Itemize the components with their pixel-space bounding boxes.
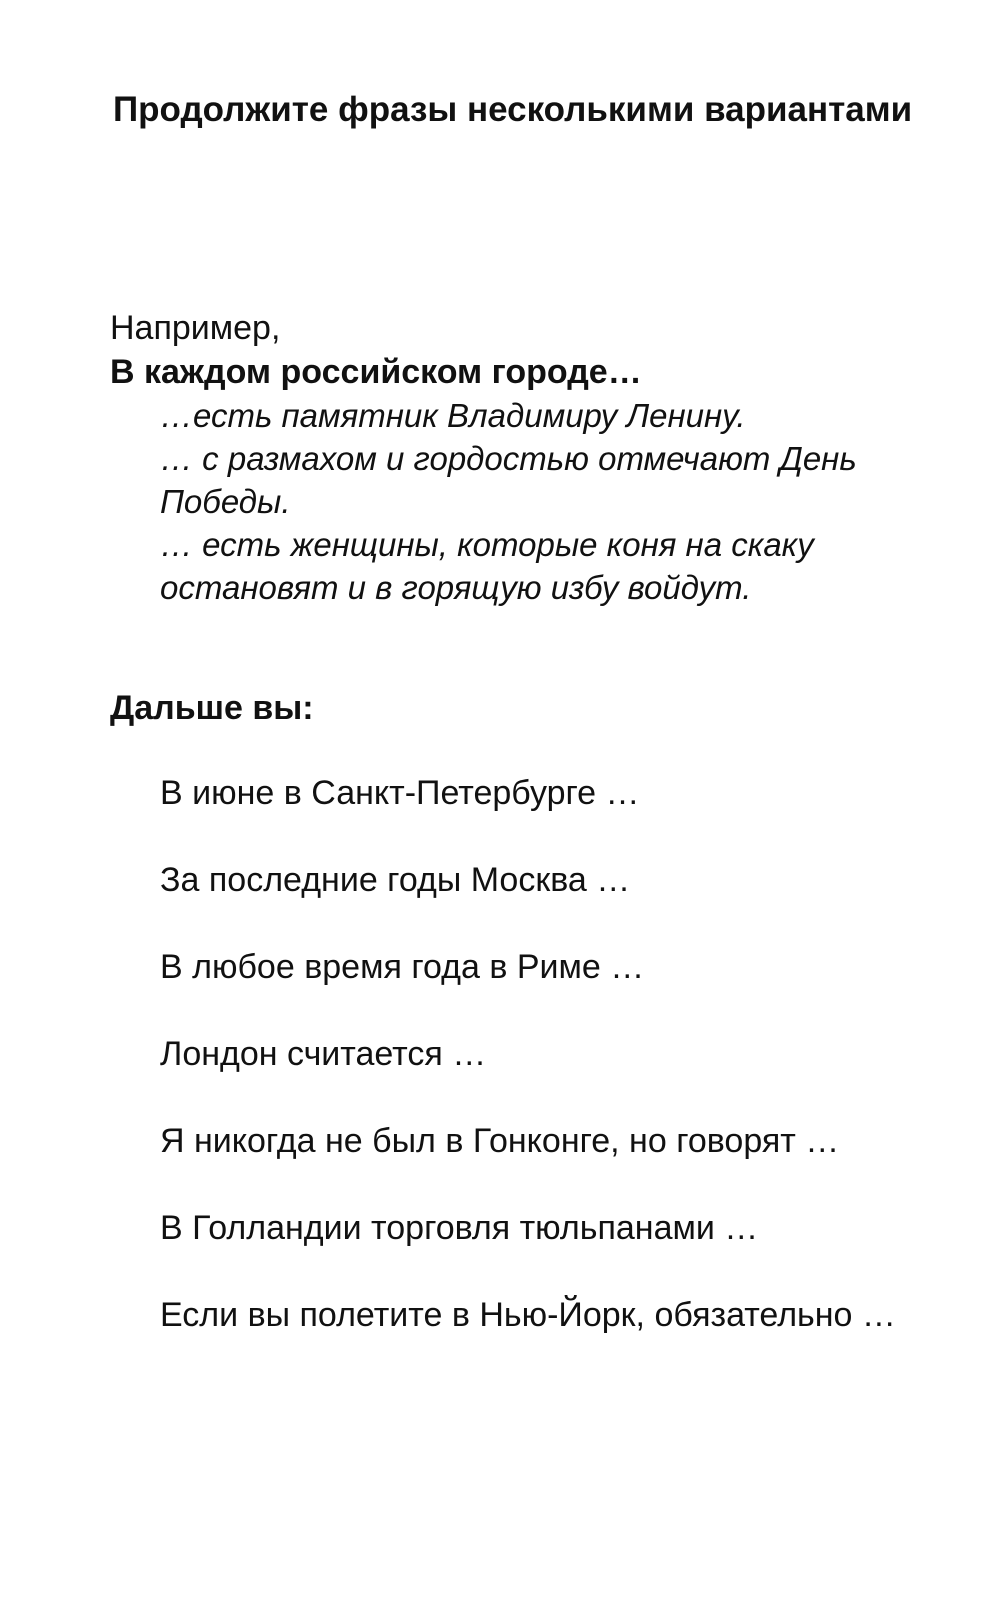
phrase-item: В июне в Санкт-Петербурге …	[160, 774, 640, 812]
example-continuation: … с размахом и гордостью отмечают День Победы.	[160, 440, 857, 520]
phrase-item: За последние годы Москва …	[160, 861, 631, 899]
page-title: Продолжите фразы несколькими вариантами	[113, 90, 913, 129]
example-continuation: …есть памятник Владимиру Ленину.	[160, 397, 746, 434]
phrase-list	[160, 771, 980, 1380]
example-continuation: … есть женщины, которые коня на скаку остановят и в горящую избу войдут.	[160, 526, 814, 606]
example-block	[110, 306, 970, 609]
phrase-item: В любое время года в Риме …	[160, 948, 645, 986]
phrase-item: В Голландии торговля тюльпанами …	[160, 1209, 759, 1247]
example-lead-phrase: В каждом российском городе…	[110, 353, 642, 391]
example-intro: Например,	[110, 309, 281, 347]
example-continuations	[110, 394, 970, 609]
phrase-item: Если вы полетите в Нью-Йорк, обязательно …	[160, 1296, 896, 1334]
phrase-item: Я никогда не был в Гонконге, но говорят …	[160, 1122, 840, 1160]
task-label: Дальше вы:	[110, 689, 314, 727]
phrase-item: Лондон считается …	[160, 1035, 487, 1073]
